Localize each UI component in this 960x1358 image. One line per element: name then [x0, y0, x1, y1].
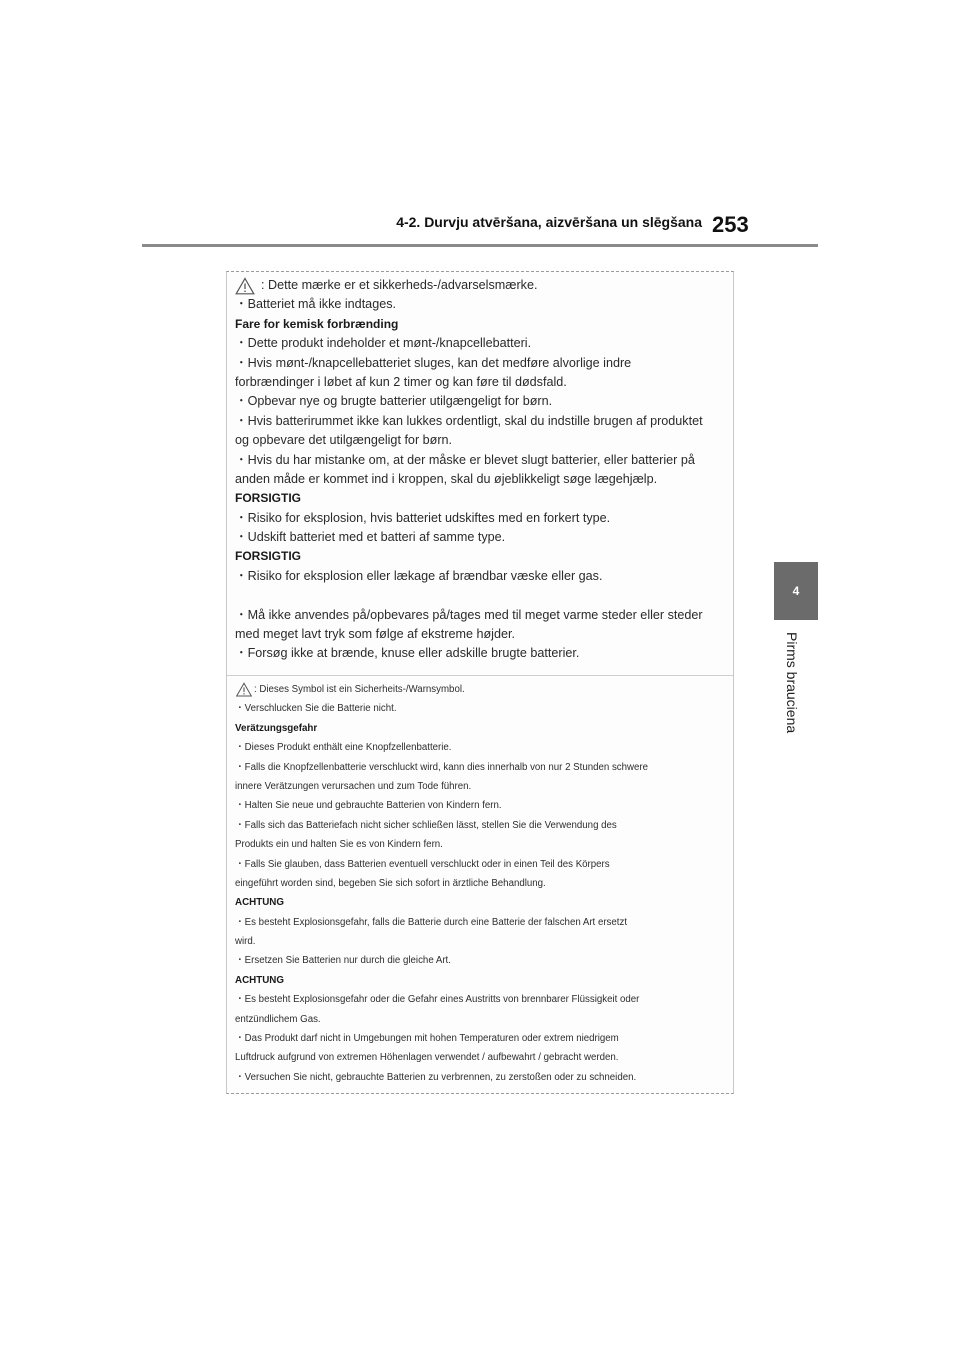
german-symbol-line [235, 680, 733, 699]
german-warning-line: ・Ersetzen Sie Batterien nur durch die gleiche Art. [235, 955, 451, 967]
danish-warning-line [235, 586, 733, 605]
german-warning-line: ・Das Produkt darf nicht in Umgebungen mit hohen Temperaturen oder extrem niedrigem [235, 1033, 619, 1045]
danish-warning-line: ・Dette produkt indeholder et mønt-/knapcellebatteri. [235, 336, 532, 351]
german-warning-line: Luftdruck aufgrund von extremen Höhenlagen verwendet / aufbewahrt / gebracht werden. [235, 1052, 619, 1064]
german-warning-line: entzündlichem Gas. [235, 1013, 321, 1025]
german-warning-line: ・Halten Sie neue und gebrauchte Batterien von Kindern fern. [235, 800, 502, 812]
battery-warning-box [226, 271, 734, 1094]
german-warning-line: ・Versuchen Sie nicht, gebrauchte Batterien zu verbrennen, zu zerstoßen oder zu schneiden. [235, 1071, 637, 1083]
danish-lines [235, 295, 733, 663]
german-warning-line: ・Falls sich das Batteriefach nicht sicher schließen lässt, stellen Sie die Verwendung des [235, 819, 617, 831]
danish-warning-line: med meget lavt tryk som følge af ekstreme højder. [235, 627, 515, 642]
german-warning-section [227, 680, 733, 1087]
danish-warning-line: ・Må ikke anvendes på/opbevares på/tages med til meget varme steder eller steder [235, 607, 703, 622]
german-warning-line: innere Verätzungen verursachen und zum Tode führen. [235, 780, 472, 792]
danish-warning-line: ・Hvis mønt-/knapcellebatteriet sluges, kan det medføre alvorlige indre [235, 355, 632, 370]
danish-warning-section [227, 276, 733, 664]
danish-warning-line: og opbevare det utilgængeligt for børn. [235, 433, 453, 448]
danish-warning-heading: FORSIGTIG [235, 549, 301, 564]
danish-warning-line: ・Risiko for eksplosion, hvis batteriet udskiftes med en forkert type. [235, 510, 611, 525]
german-warning-heading: ACHTUNG [235, 897, 284, 909]
german-warning-line: ・Verschlucken Sie die Batterie nicht. [235, 703, 397, 715]
chapter-number: 4 [792, 584, 800, 598]
danish-warning-line: forbrændinger i løbet af kun 2 timer og kan føre til dødsfald. [235, 374, 567, 389]
danish-warning-line: ・Hvis batterirummet ikke kan lukkes ordentligt, skal du indstille brugen af produktet [235, 413, 703, 428]
chapter-tab [774, 562, 818, 620]
german-warning-line: ・Es besteht Explosionsgefahr oder die Gefahr eines Austritts von brennbarer Flüssigkeit oder [235, 994, 640, 1006]
danish-warning-heading: FORSIGTIG [235, 491, 301, 506]
warning-triangle-icon [235, 682, 253, 697]
danish-warning-line: ・Opbevar nye og brugte batterier utilgængeligt for børn. [235, 394, 553, 409]
danish-warning-heading: Fare for kemisk forbrænding [235, 316, 399, 331]
german-warning-line: ・Dieses Produkt enthält eine Knopfzellenbatterie. [235, 742, 452, 754]
danish-symbol-text: : Dette mærke er et sikkerheds-/advarselsmærke. [261, 278, 538, 292]
german-warning-line: ・Es besteht Explosionsgefahr, falls die Batterie durch eine Batterie der falschen Art ersetzt [235, 916, 628, 928]
german-warning-line: eingeführt worden sind, begeben Sie sich sofort in ärztliche Behandlung. [235, 877, 546, 889]
section-title: 4-2. Durvju atvēršana, aizvēršana un slēgšana [396, 214, 702, 230]
danish-symbol-line [235, 276, 733, 295]
language-divider [227, 675, 733, 676]
warning-triangle-icon [235, 277, 255, 295]
chapter-label: Pirms brauciena [784, 632, 800, 734]
german-warning-line: Produkts ein und halten Sie es von Kindern fern. [235, 839, 443, 851]
header-divider [142, 244, 818, 247]
german-warning-line: ・Falls Sie glauben, dass Batterien eventuell verschluckt oder in einen Teil des Körpers [235, 858, 610, 870]
page-number: 253 [712, 212, 749, 237]
danish-warning-line: ・Forsøg ikke at brænde, knuse eller adskille brugte batterier. [235, 646, 580, 661]
danish-warning-line: ・Hvis du har mistanke om, at der måske er blevet slugt batterier, eller batterier på [235, 452, 695, 467]
german-warning-heading: Verätzungsgefahr [235, 722, 318, 734]
danish-warning-line: ・Batteriet må ikke indtages. [235, 297, 396, 312]
german-warning-heading: ACHTUNG [235, 974, 284, 986]
danish-warning-line: ・Udskift batteriet med et batteri af samme type. [235, 530, 506, 545]
german-warning-line: wird. [235, 936, 256, 948]
german-symbol-text: : Dieses Symbol ist ein Sicherheits-/Warnsymbol. [254, 684, 465, 695]
danish-warning-line: ・Risiko for eksplosion eller lækage af brændbar væske eller gas. [235, 568, 603, 583]
danish-warning-line: anden måde er kommet ind i kroppen, skal du øjeblikkeligt søge lægehjælp. [235, 471, 658, 486]
german-lines [235, 699, 733, 1087]
german-warning-line: ・Falls die Knopfzellenbatterie verschluckt wird, kann dies innerhalb von nur 2 Stunden schwere [235, 761, 649, 773]
